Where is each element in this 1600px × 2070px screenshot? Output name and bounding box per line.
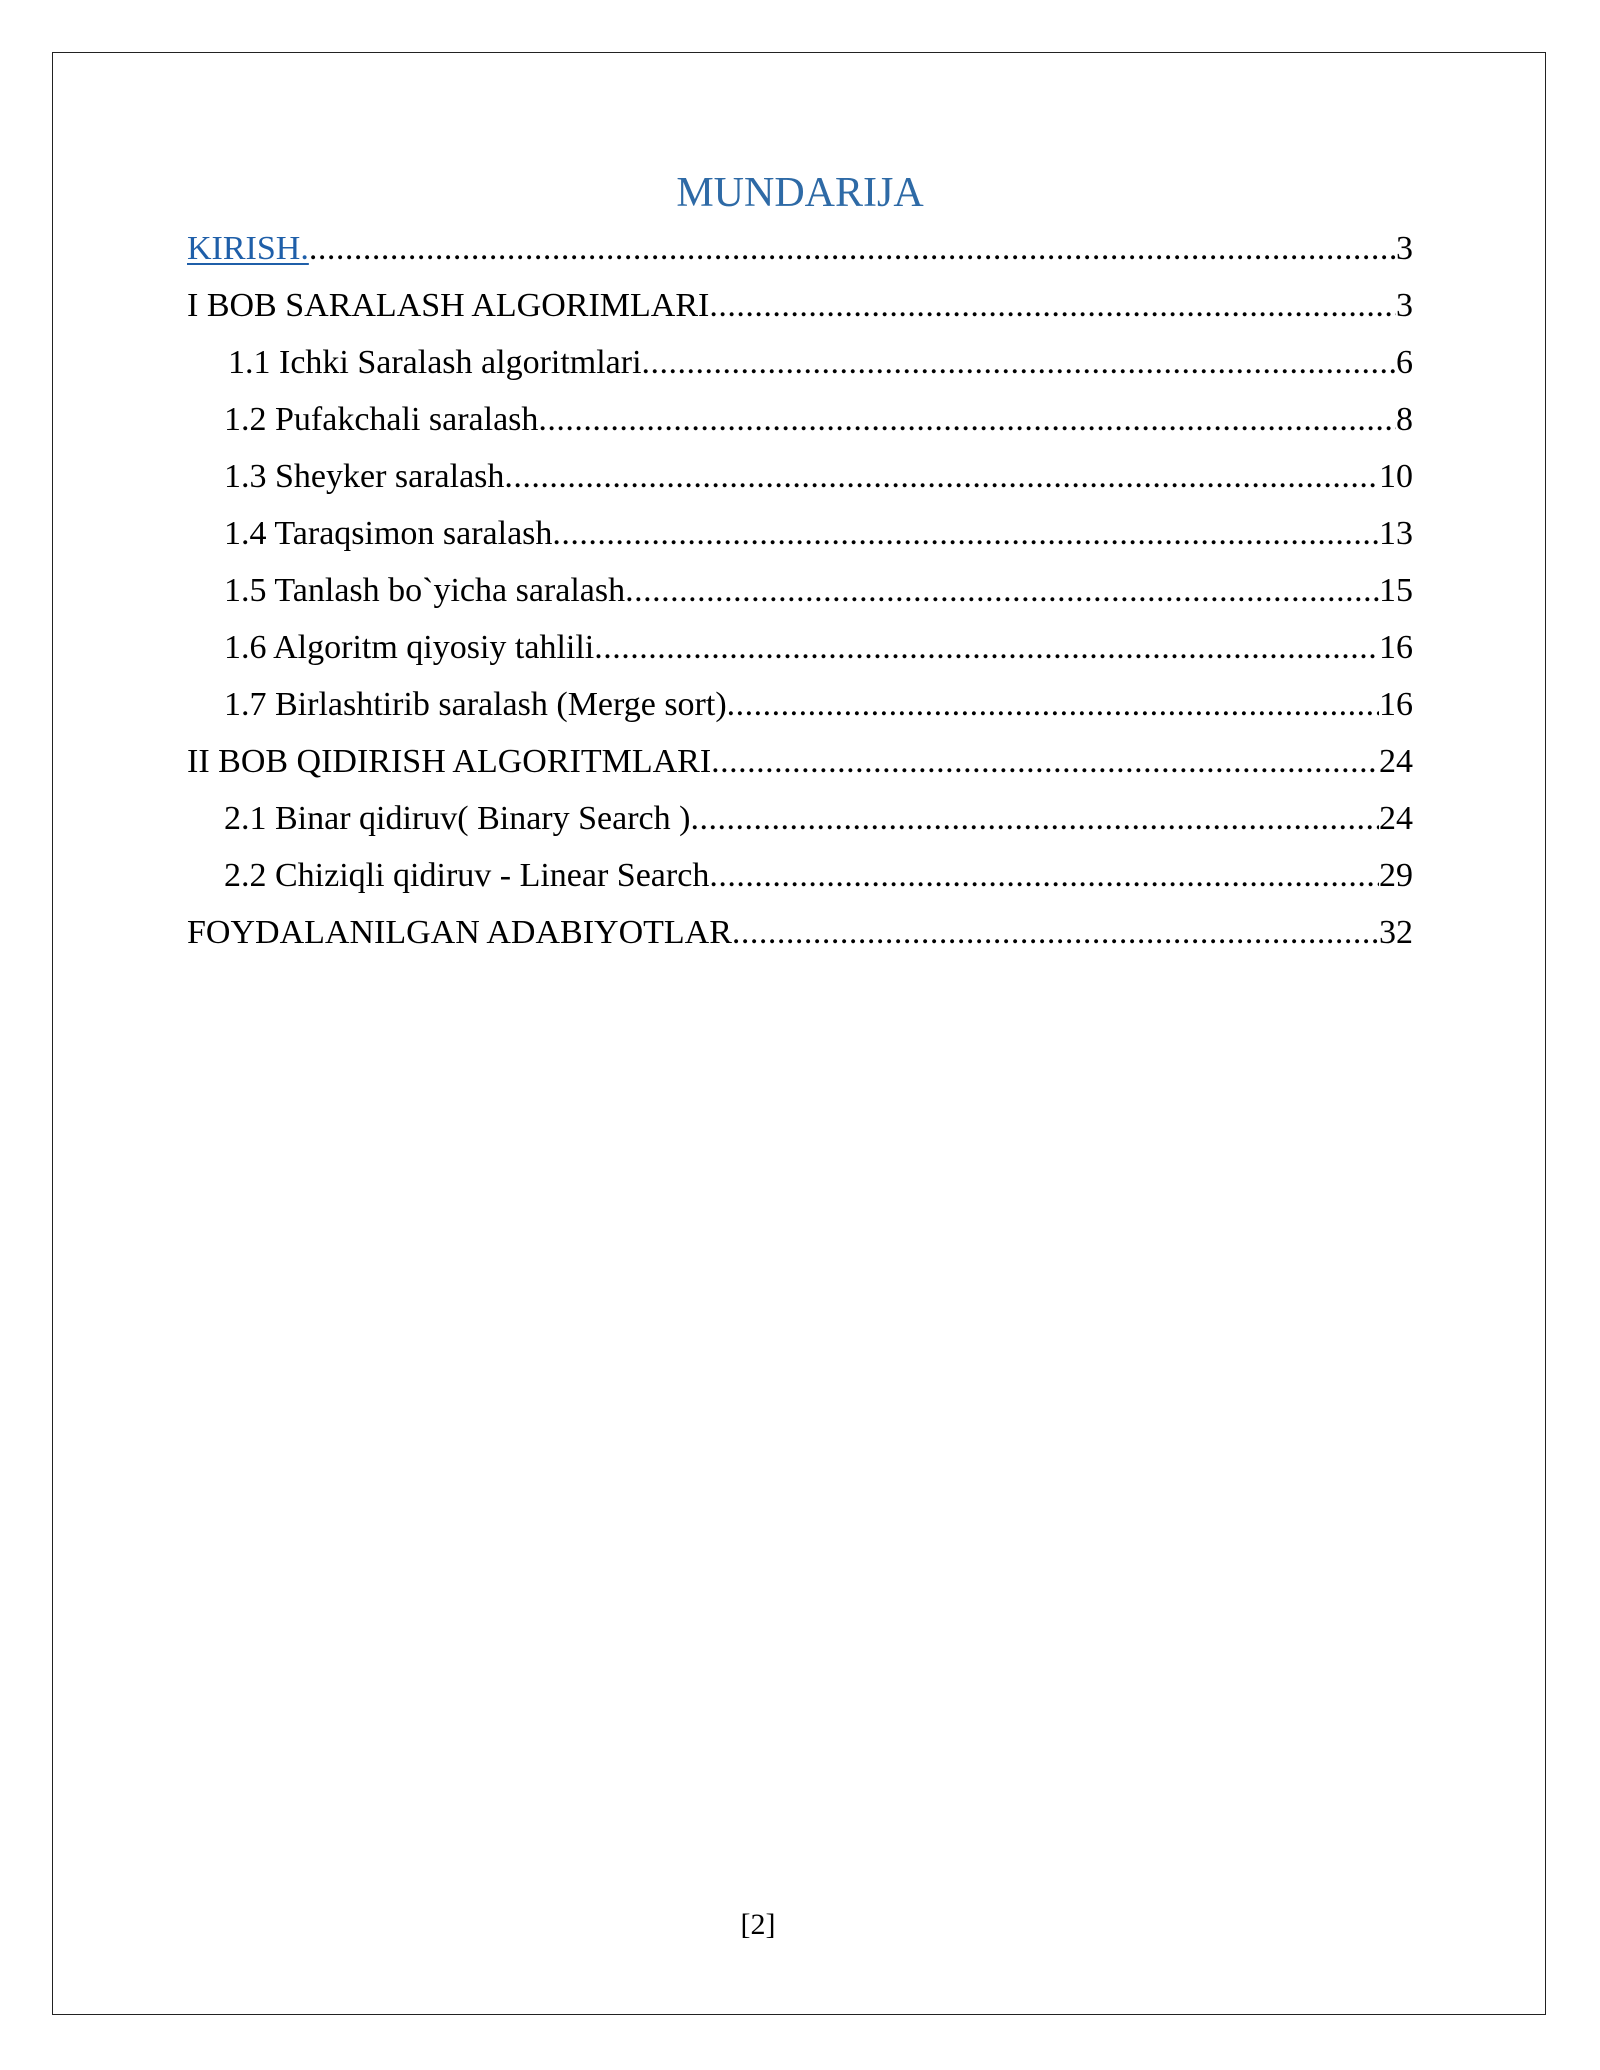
- toc-leader-dots: [504, 448, 1379, 505]
- toc-entry-page: 16: [1379, 686, 1413, 723]
- toc-entry-label[interactable]: KIRISH.: [187, 230, 309, 267]
- toc-leader-dots: [538, 391, 1396, 448]
- toc-leader-dots: [711, 733, 1379, 790]
- toc-entry-page: 24: [1379, 743, 1413, 780]
- toc-entry-label: 1.3 Sheyker saralash: [224, 458, 505, 495]
- toc-entry-1-2[interactable]: [187, 391, 1413, 448]
- toc-entry-1-7[interactable]: [187, 676, 1413, 733]
- toc-entry-page: 10: [1379, 458, 1413, 495]
- toc-entry-label: 1.1 Ichki Saralash algoritmlari: [228, 344, 642, 381]
- toc-entry-1-4[interactable]: [187, 505, 1413, 562]
- toc-entry-2-1[interactable]: [187, 790, 1413, 847]
- toc-entry-label: FOYDALANILGAN ADABIYOTLAR: [187, 914, 732, 951]
- toc-entry-page: 13: [1379, 515, 1413, 552]
- toc-leader-dots: [727, 676, 1379, 733]
- toc-entry-page: 6: [1396, 344, 1413, 381]
- toc-entry-1-6[interactable]: [187, 619, 1413, 676]
- toc-entry-page: 29: [1379, 857, 1413, 894]
- table-of-contents: [187, 220, 1413, 961]
- toc-entry-label: 2.2 Chiziqli qidiruv - Linear Search: [224, 857, 710, 894]
- toc-leader-dots: [642, 334, 1396, 391]
- toc-leader-dots: [709, 847, 1379, 904]
- toc-entry-page: 3: [1396, 287, 1413, 324]
- toc-leader-dots: [309, 220, 1396, 277]
- toc-entry-label: 1.6 Algoritm qiyosiy tahlili: [224, 629, 595, 666]
- toc-entry-label: 1.4 Taraqsimon saralash: [224, 515, 553, 552]
- toc-entry-page: 15: [1379, 572, 1413, 609]
- page-title: MUNDARIJA: [676, 170, 924, 216]
- toc-entry-1-3[interactable]: [187, 448, 1413, 505]
- toc-entry-2-2[interactable]: [187, 847, 1413, 904]
- toc-entry-label: 1.2 Pufakchali saralash: [224, 401, 539, 438]
- toc-leader-dots: [709, 277, 1396, 334]
- toc-entry-page: 32: [1379, 914, 1413, 951]
- toc-entry-1-5[interactable]: [187, 562, 1413, 619]
- toc-entry-label: 1.7 Birlashtirib saralash (Merge sort): [224, 686, 727, 723]
- toc-entry-label: II BOB QIDIRISH ALGORITMLARI: [187, 743, 712, 780]
- toc-entry-label: 1.5 Tanlash bo`yicha saralash: [224, 572, 626, 609]
- toc-entry-page: 24: [1379, 800, 1413, 837]
- toc-leader-dots: [594, 619, 1379, 676]
- toc-leader-dots: [625, 562, 1379, 619]
- toc-entry-page: 8: [1396, 401, 1413, 438]
- toc-entry-1-1[interactable]: [187, 334, 1413, 391]
- toc-entry-label: 2.1 Binar qidiruv( Binary Search ): [224, 800, 691, 837]
- toc-entry-kirish[interactable]: [187, 220, 1413, 277]
- toc-leader-dots: [690, 790, 1379, 847]
- toc-entry-chapter-1[interactable]: [187, 277, 1413, 334]
- toc-entry-label: I BOB SARALASH ALGORIMLARI: [187, 287, 710, 324]
- toc-entry-page: 16: [1379, 629, 1413, 666]
- footer-page-number: [2]: [740, 1908, 776, 1941]
- toc-entry-references[interactable]: [187, 904, 1413, 961]
- toc-leader-dots: [552, 505, 1379, 562]
- toc-entry-page: 3: [1396, 230, 1413, 267]
- toc-leader-dots: [732, 904, 1379, 961]
- toc-entry-chapter-2[interactable]: [187, 733, 1413, 790]
